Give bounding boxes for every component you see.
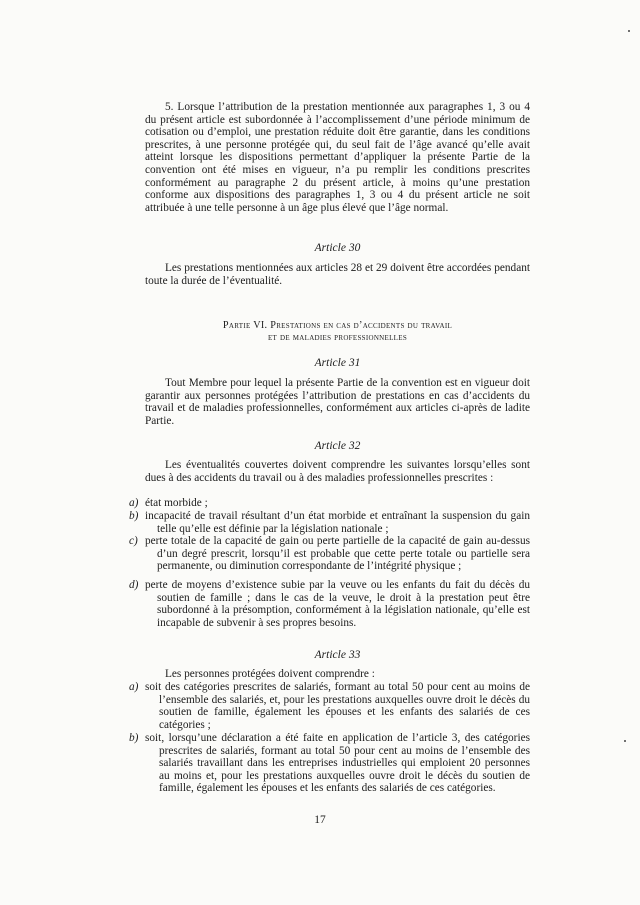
scan-mark	[628, 30, 630, 32]
item-text: incapacité de travail résultant d’un état morbide et entraînant la suspension du gain telle qu’elle est définie par la législation nationale ;	[145, 510, 530, 535]
article-30-heading: Article 30	[314, 242, 361, 254]
article-32-heading: Article 32	[314, 440, 361, 452]
item-text: soit des catégories prescrites de salariés, formant au total 50 pour cent au moins de l’ensemble des salariés, et, pour les prestations auxquelles ouvre droit le décès du soutien de famille, également les épouses et les enfants des salariés de ces catégories ;	[145, 681, 530, 731]
list-item	[129, 732, 530, 795]
scan-mark	[624, 740, 626, 742]
item-letter: a)	[129, 681, 139, 693]
item-text: soit, lorsqu’une déclaration a été faite en application de l’article 3, des catégories prescrites de salariés, formant au total 50 pour cent au moins de l’ensemble des salariés travaillant dans les entreprises industrielles qui emploient 20 personnes au moins et, pour les prestations auxquelles ouvre droit le décès du soutien de famille, également les épouses et les enfants des salariés de ces catégories.	[145, 732, 530, 795]
item-letter: b)	[129, 732, 139, 744]
list-item	[129, 535, 530, 573]
page-number: 17	[314, 814, 326, 826]
article-30-text: Les prestations mentionnées aux articles 28 et 29 doivent être accordées pendant toute la durée de l’éventualité.	[145, 262, 530, 287]
item-text: perte de moyens d’existence subie par la veuve ou les enfants du fait du décès du soutien de famille ; dans le cas de la veuve, le droit à la prestation peut être subordonné à la présomption, conformément à la législation nationale, qu’elle est incapable de subvenir à ses propres besoins.	[145, 579, 530, 629]
list-item	[129, 579, 530, 629]
item-letter: c)	[129, 535, 138, 547]
item-text: état morbide ;	[145, 497, 208, 509]
article-31-heading: Article 31	[314, 357, 361, 369]
item-letter: d)	[129, 579, 139, 591]
article-33-intro: Les personnes protégées doivent comprendre :	[165, 668, 375, 680]
article-32-intro: Les éventualités couvertes doivent comprendre les suivantes lorsqu’elles sont dues à des accidents du travail ou à des maladies professionnelles prescrites :	[145, 459, 530, 484]
list-item	[129, 497, 530, 510]
article-33-heading: Article 33	[314, 649, 361, 661]
item-letter: a)	[129, 497, 139, 509]
part-vi-title-line2: et de maladies professionnelles	[267, 332, 408, 343]
item-text: perte totale de la capacité de gain ou perte partielle de la capacité de gain au-dessus d’un degré prescrit, lorsqu’il est probable que cette perte totale ou partielle sera permanente, ou diminution correspondante de l’intégrité physique ;	[145, 535, 530, 573]
article-31-text: Tout Membre pour lequel la présente Partie de la convention est en vigueur doit garantir aux personnes protégées l’attribution de prestations en cas d’accidents du travail et de maladies professionnelles, conformément aux articles ci-après de ladite Partie.	[145, 377, 530, 427]
list-item	[129, 510, 530, 535]
part-vi-title-line1: Partie VI. Prestations en cas d’accidents du travail	[222, 320, 453, 331]
paragraph-5: 5. Lorsque l’attribution de la prestation mentionnée aux paragraphes 1, 3 ou 4 du présent article est subordonnée à l’accomplissement d’une période minimum de cotisation ou d’emploi, une prestation réduite doit être garantie, dans les conditions prescrites, à une personne protégée qui, du seul fait de l’âge avancé qu’elle avait atteint lorsque les dispositions permettant d’appliquer la présente Partie de la convention ont été mises en vigueur, n’a pu remplir les conditions prescrites conformément au paragraphe 2 du présent article, à moins qu’une prestation conforme aux dispositions des paragraphes 1, 3 ou 4 du présent article ne soit attribuée à une telle personne à un âge plus élevé que l’âge normal.	[145, 101, 530, 214]
list-item	[129, 681, 530, 731]
item-letter: b)	[129, 510, 139, 522]
